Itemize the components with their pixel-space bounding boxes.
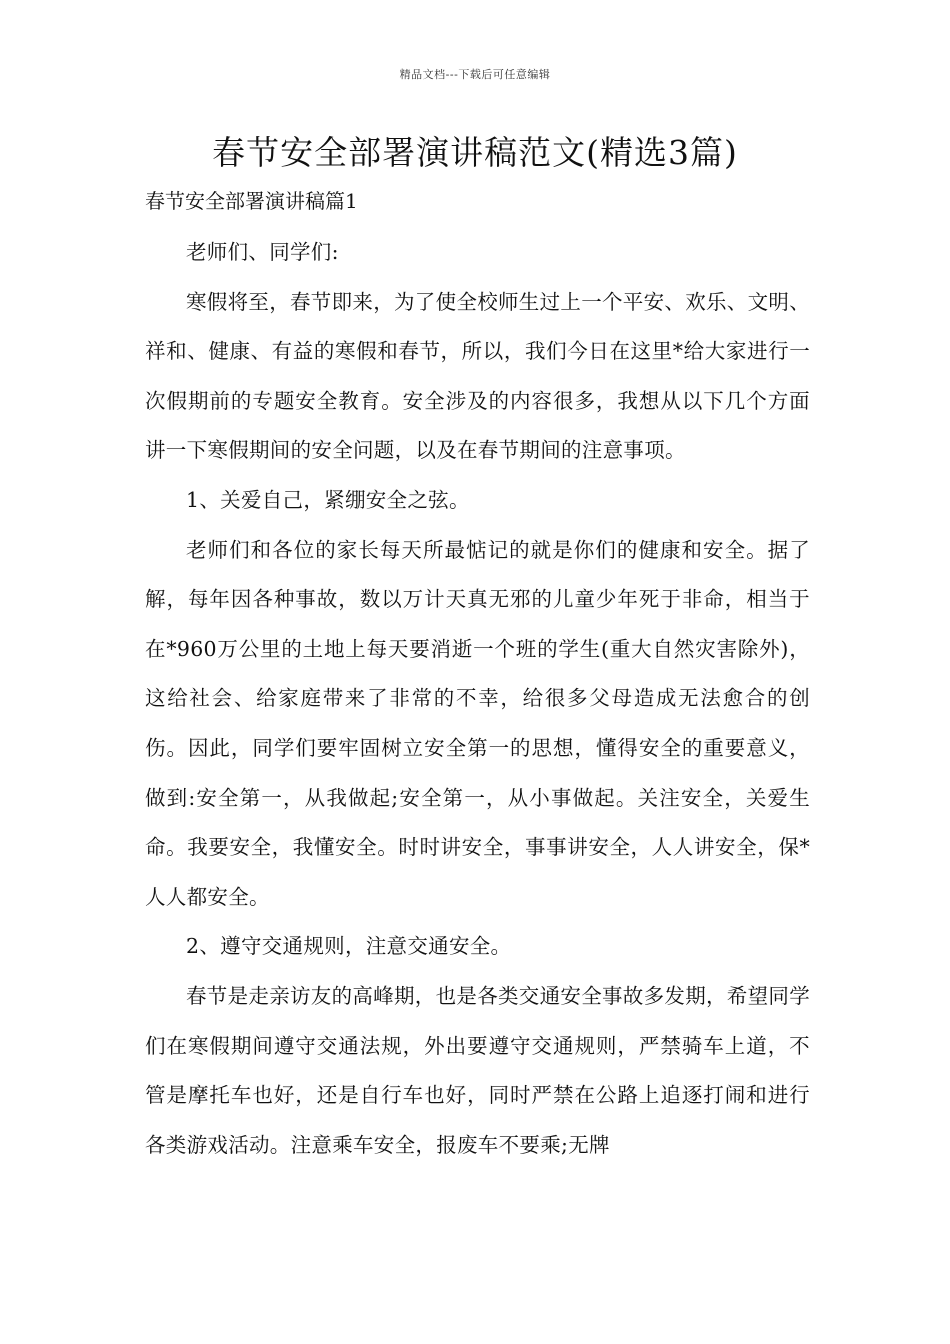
document-title: 春节安全部署演讲稿范文(精选3篇)	[212, 133, 738, 172]
body-text	[145, 228, 810, 1170]
point-heading-1: 1、关爱自己，紧绷安全之弦。	[186, 487, 470, 512]
intro-paragraph: 寒假将至，春节即来，为了使全校师生过上一个平安、欢乐、文明、祥和、健康、有益的寒假和春节，所以，我们今日在这里*给大家进行一次假期前的专题安全教育。安全涉及的内容很多，我想从以下几个方面讲一下寒假期间的安全问题，以及在春节期间的注意事项。	[145, 289, 810, 463]
point-paragraph-1: 老师们和各位的家长每天所最惦记的就是你们的健康和安全。据了解，每年因各种事故，数以万计天真无邪的儿童少年死于非命，相当于在*960万公里的土地上每天要消逝一个班的学生(重大自然灾害除外)，这给社会、给家庭带来了非常的不幸，给很多父母造成无法愈合的创伤。因此，同学们要牢固树立安全第一的思想，懂得安全的重要意义，做到:安全第一，从我做起;安全第一，从小事做起。关注安全，关爱生命。我要安全，我懂安全。时时讲安全，事事讲安全，人人讲安全，保*人人都安全。	[145, 537, 810, 909]
point-heading-2: 2、遵守交通规则，注意交通安全。	[186, 934, 512, 959]
point-paragraph-2: 春节是走亲访友的高峰期，也是各类交通安全事故多发期，希望同学们在寒假期间遵守交通法规，外出要遵守交通规则，严禁骑车上道，不管是摩托车也好，还是自行车也好，同时严禁在公路上追逐打闹和进行各类游戏活动。注意乘车安全，报废车不要乘;无牌	[145, 983, 810, 1157]
greeting-paragraph: 老师们、同学们:	[186, 240, 339, 264]
section-heading: 春节安全部署演讲稿篇1	[145, 189, 358, 213]
header-note: 精品文档---下载后可任意编辑	[399, 68, 551, 81]
